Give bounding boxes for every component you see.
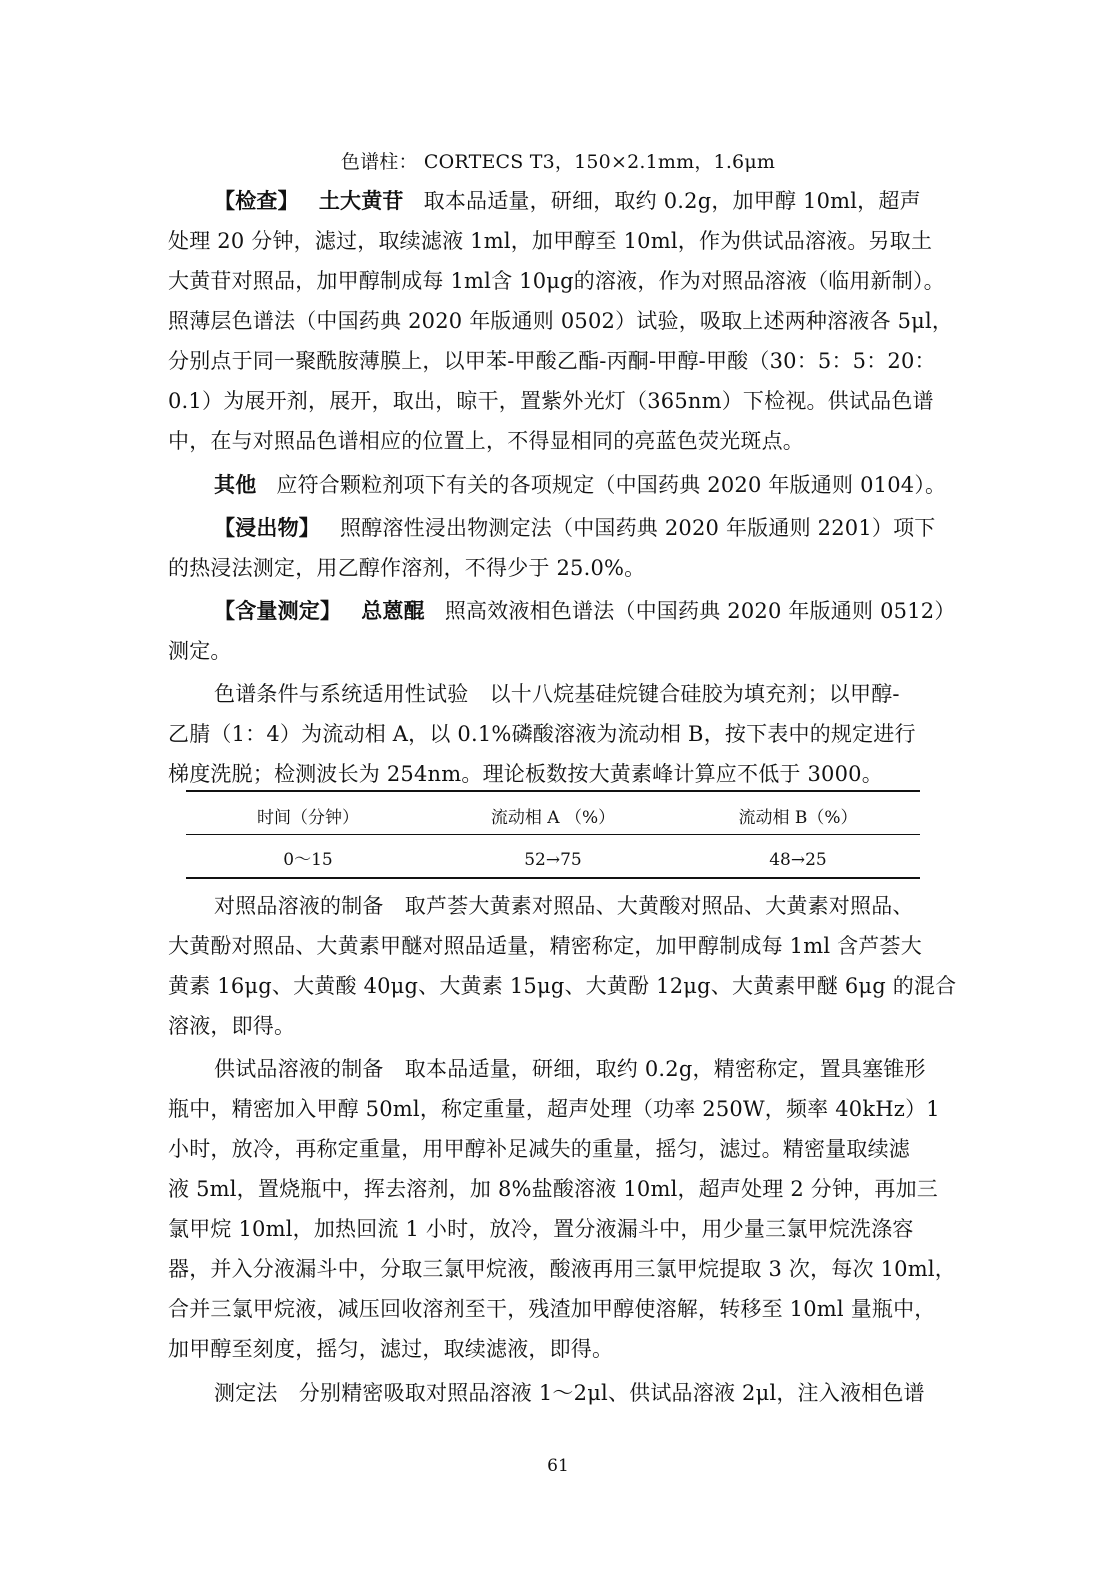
reference-prep-line: 大黄酚对照品、大黄素甲醚对照品适量，精密称定，加甲醇制成每 1ml 含芦荟大 [168, 934, 922, 958]
page-number: 61 [547, 1456, 569, 1476]
check-paragraph-first-line [214, 183, 948, 220]
gradient-table [186, 788, 920, 880]
sample-prep-line: 供试品溶液的制备 取本品适量，研细，取约 0.2g，精密称定，置具塞锥形 [214, 1057, 926, 1081]
check-line: 0.1）为展开剂，展开，取出，晾干，置紫外光灯（365nm）下检视。供试品色谱 [168, 389, 934, 413]
assay-text: 照高效液相色谱法（中国药典 2020 年版通则 0512） [444, 599, 956, 623]
sample-prep-line: 瓶中，精密加入甲醇 50ml，称定重量，超声处理（功率 250W，频率 40kHz）1 [168, 1097, 940, 1121]
table-header-phase-b: 流动相 B（%） [738, 808, 858, 828]
column-spec-line: 色谱柱： CORTECS T3，150×2.1mm，1.6μm [340, 151, 776, 173]
sample-prep-line: 氯甲烷 10ml，加热回流 1 小时，放冷，置分液漏斗中，用少量三氯甲烷洗涤容 [168, 1217, 914, 1241]
chromatography-line: 乙腈（1：4）为流动相 A，以 0.1%磷酸溶液为流动相 B，按下表中的规定进行 [168, 722, 916, 746]
chromatography-line: 梯度洗脱；检测波长为 254nm。理论板数按大黄素峰计算应不低于 3000。 [168, 762, 883, 786]
table-cell-phase-a: 52→75 [524, 850, 582, 870]
extract-line: 的热浸法测定，用乙醇作溶剂，不得少于 25.0%。 [168, 556, 646, 580]
check-subheading: 土大黄苷 [318, 189, 404, 213]
assay-line: 测定。 [168, 639, 232, 663]
other-text: 应符合颗粒剂项下有关的各项规定（中国药典 2020 年版通则 0104）。 [276, 473, 947, 497]
check-line: 中，在与对照品色谱相应的位置上，不得显相同的亮蓝色荧光斑点。 [168, 429, 804, 453]
check-line: 处理 20 分钟，滤过，取续滤液 1ml，加甲醇至 10ml，作为供试品溶液。另取土 [168, 229, 933, 253]
reference-prep-line: 溶液，即得。 [168, 1014, 296, 1038]
table-header-time: 时间（分钟） [257, 808, 359, 828]
reference-prep-line: 对照品溶液的制备 取芦荟大黄素对照品、大黄酸对照品、大黄素对照品、 [214, 894, 914, 918]
sample-prep-line: 液 5ml，置烧瓶中，挥去溶剂，加 8%盐酸溶液 10ml，超声处理 2 分钟，再加三 [168, 1177, 938, 1201]
table-header-phase-a: 流动相 A （%） [490, 808, 616, 828]
table-cell-time: 0～15 [283, 850, 333, 870]
extract-heading: 【浸出物】 [214, 516, 320, 540]
check-line: 大黄苷对照品，加甲醇制成每 1ml含 10μg的溶液，作为对照品溶液（临用新制）。 [168, 269, 945, 293]
table-cell-phase-b: 48→25 [769, 850, 827, 870]
check-line: 分别点于同一聚酰胺薄膜上，以甲苯-甲酸乙酯-丙酮-甲醇-甲酸（30：5：5：20： [168, 349, 936, 373]
table-header-rule [186, 834, 920, 835]
extract-text: 照醇溶性浸出物测定法（中国药典 2020 年版通则 2201）项下 [340, 516, 936, 540]
assay-heading: 【含量测定】 [214, 599, 342, 623]
reference-prep-line: 黄素 16μg、大黄酸 40μg、大黄素 15μg、大黄酚 12μg、大黄素甲醚 6μg 的混合 [168, 974, 957, 998]
table-bottom-rule [186, 877, 920, 879]
chromatography-line: 色谱条件与系统适用性试验 以十八烷基硅烷键合硅胶为填充剂；以甲醇- [214, 682, 900, 706]
sample-prep-line: 合并三氯甲烷液，减压回收溶剂至干，残渣加甲醇使溶解，转移至 10ml 量瓶中， [168, 1297, 936, 1321]
check-line: 照薄层色谱法（中国药典 2020 年版通则 0502）试验，吸取上述两种溶液各 5μl， [168, 309, 954, 333]
sample-prep-line: 加甲醇至刻度，摇匀，滤过，取续滤液，即得。 [168, 1337, 614, 1361]
extract-paragraph-first-line [214, 510, 948, 547]
assay-subheading: 总蒽醌 [361, 599, 425, 623]
table-top-rule [186, 790, 920, 792]
check-heading: 【检查】 [214, 189, 299, 213]
assay-paragraph-first-line [214, 593, 956, 630]
other-heading: 其他 [214, 473, 257, 497]
check-text: 取本品适量，研细，取约 0.2g，加甲醇 10ml，超声 [423, 189, 921, 213]
other-paragraph [214, 467, 948, 504]
method-line: 测定法 分别精密吸取对照品溶液 1～2μl、供试品溶液 2μl，注入液相色谱 [214, 1381, 925, 1405]
sample-prep-line: 器，并入分液漏斗中，分取三氯甲烷液，酸液再用三氯甲烷提取 3 次，每次 10ml， [168, 1257, 956, 1281]
sample-prep-line: 小时，放冷，再称定重量，用甲醇补足减失的重量，摇匀，滤过。精密量取续滤 [168, 1137, 910, 1161]
